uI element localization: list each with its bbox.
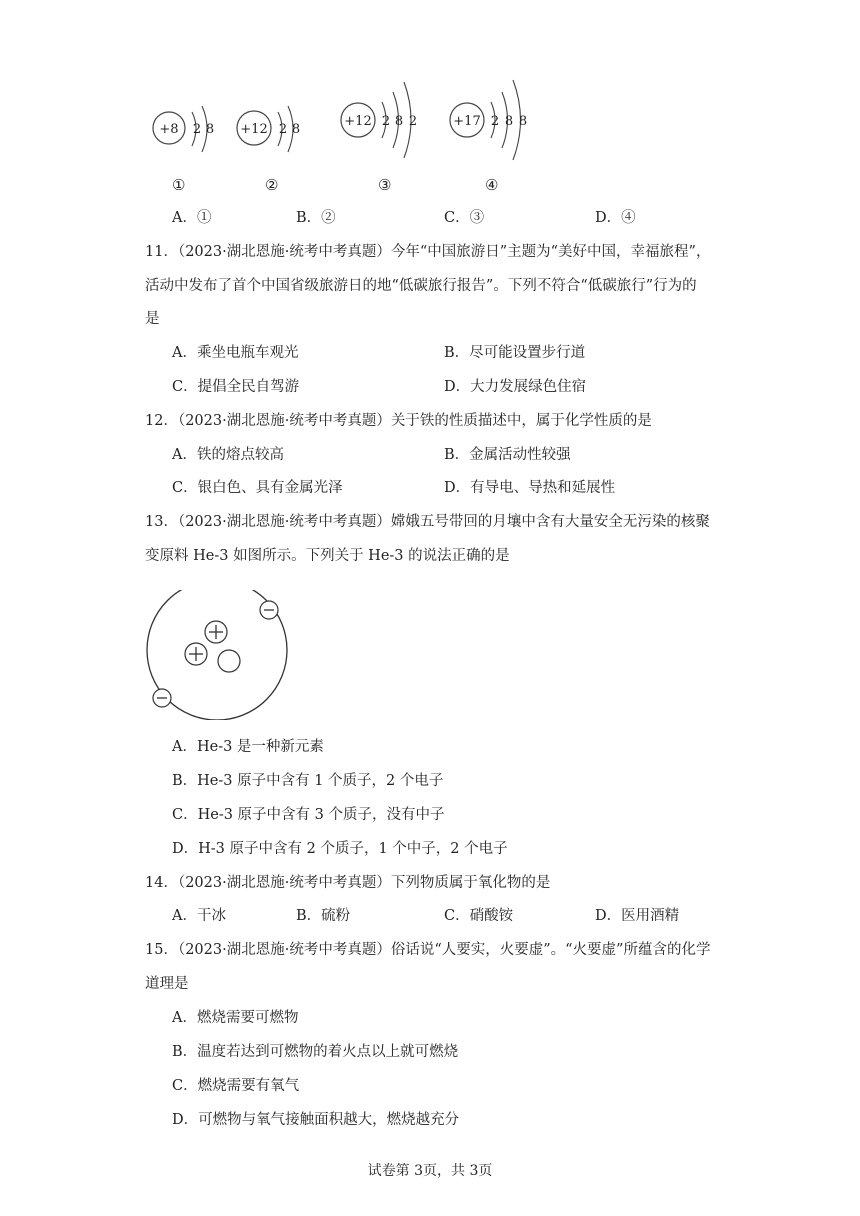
q13-stem-line1: 13．（2023·湖北恩施·统考中考真题）嫦娥五号带回的月壤中含有大量安全无污染的核聚: [145, 514, 710, 530]
nucleus-label: +8: [159, 122, 179, 137]
proton-icon: [185, 643, 207, 665]
q10-option-d[interactable]: D．④: [595, 210, 636, 226]
diagram-label-4: ④: [485, 176, 499, 194]
shell-count: 2: [381, 114, 391, 129]
atom-diagram-1: [150, 100, 230, 174]
shell-count: 2: [408, 114, 418, 129]
q11-stem-line2: 活动中发布了首个中国省级旅游日的地“低碳旅行报告”。下列不符合“低碳旅行”行为的: [145, 278, 697, 294]
electron-icon: [153, 689, 171, 707]
electron-icon: [260, 601, 278, 619]
page-footer: 试卷第 3页，共 3页: [367, 1163, 493, 1179]
q14-option-d[interactable]: D．医用酒精: [595, 908, 680, 924]
shell-count: 8: [205, 122, 215, 137]
proton-icon: [205, 621, 227, 643]
q15-option-c[interactable]: C．燃烧需要有氧气: [172, 1078, 300, 1094]
atom-diagram-3: [338, 78, 438, 177]
he3-atom-diagram: [140, 590, 300, 724]
q13-option-c[interactable]: C．He-3 原子中含有 3 个质子，没有中子: [172, 807, 445, 823]
diagram-label-2: ②: [265, 176, 279, 194]
q11-option-c[interactable]: C．提倡全民自驾游: [172, 379, 300, 395]
nucleus-label: +12: [240, 122, 268, 137]
shell-count: 8: [394, 114, 404, 129]
q11-option-d[interactable]: D．大力发展绿色住宿: [444, 379, 587, 395]
atom-diagram-2: [233, 100, 313, 174]
shell-count: 8: [504, 114, 514, 129]
q10-option-c[interactable]: C．③: [444, 210, 485, 226]
q12-option-a[interactable]: A．铁的熔点较高: [172, 447, 284, 463]
q15-option-a[interactable]: A．燃烧需要可燃物: [172, 1010, 299, 1026]
shell-count: 2: [192, 122, 202, 137]
q15-option-b[interactable]: B．温度若达到可燃物的着火点以上就可燃烧: [172, 1044, 459, 1060]
nucleus-label: +17: [453, 114, 481, 129]
q11-option-a[interactable]: A．乘坐电瓶车观光: [172, 345, 299, 361]
q14-stem-line1: 14．（2023·湖北恩施·统考中考真题）下列物质属于氧化物的是: [145, 875, 551, 891]
q12-option-b[interactable]: B．金属活动性较强: [444, 447, 571, 463]
q15-option-d[interactable]: D．可燃物与氧气接触面积越大，燃烧越充分: [172, 1112, 460, 1128]
diagram-label-3: ③: [378, 176, 392, 194]
q12-option-c[interactable]: C．银白色、具有金属光泽: [172, 480, 343, 496]
q10-option-a[interactable]: A．①: [172, 210, 212, 226]
q10-option-b[interactable]: B．②: [296, 210, 336, 226]
atom-diagram-4: [447, 76, 547, 178]
diagram-label-1: ①: [172, 176, 186, 194]
q12-option-d[interactable]: D．有导电、导热和延展性: [444, 480, 616, 496]
q14-option-b[interactable]: B．硫粉: [296, 908, 351, 924]
q13-stem-line2: 变原料 He-3 如图所示。下列关于 He-3 的说法正确的是: [145, 548, 510, 564]
neutron-icon: [218, 650, 240, 672]
q12-stem-line1: 12．（2023·湖北恩施·统考中考真题）关于铁的性质描述中，属于化学性质的是: [145, 413, 652, 429]
q14-option-c[interactable]: C．硝酸铵: [444, 908, 514, 924]
q15-stem-line2: 道理是: [145, 976, 189, 992]
q15-stem-line1: 15．（2023·湖北恩施·统考中考真题）俗话说“人要实，火要虚”。“火要虚”所蕴含的化学: [145, 942, 711, 958]
nucleus-label: +12: [344, 114, 372, 129]
q13-option-a[interactable]: A．He-3 是一种新元素: [172, 739, 324, 755]
q13-option-d[interactable]: D．H-3 原子中含有 2 个质子，1 个中子，2 个电子: [172, 841, 508, 857]
q11-option-b[interactable]: B．尽可能设置步行道: [444, 345, 586, 361]
shell-count: 2: [278, 122, 288, 137]
q14-option-a[interactable]: A．干冰: [172, 908, 226, 924]
shell-count: 8: [291, 122, 301, 137]
q13-option-b[interactable]: B．He-3 原子中含有 1 个质子，2 个电子: [172, 773, 444, 789]
q11-stem-line3: 是: [145, 311, 160, 327]
shell-count: 2: [490, 114, 500, 129]
shell-count: 8: [518, 114, 528, 129]
q11-stem-line1: 11．（2023·湖北恩施·统考中考真题）今年“中国旅游日”主题为“美好中国，幸福旅程”，: [145, 244, 711, 260]
